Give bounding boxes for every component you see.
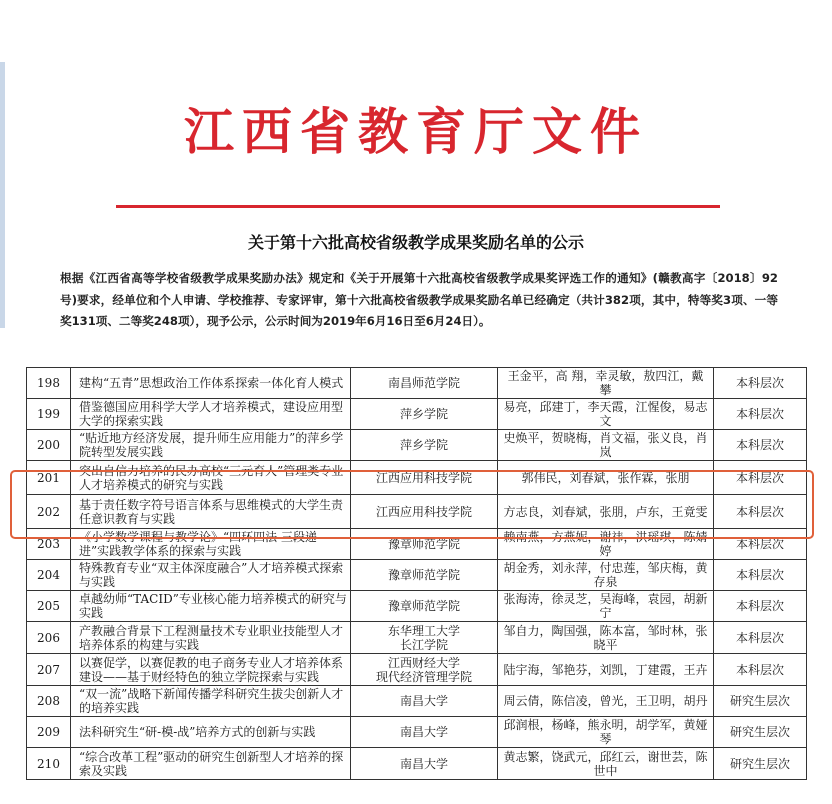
team-members: 胡金秀，刘永萍，付忠莲，邹庆梅，黄存泉: [498, 560, 714, 591]
red-divider: [116, 205, 720, 208]
school-name: 南昌大学: [351, 748, 498, 780]
team-members: 陆宇海，邹艳芬，刘凯，丁建霞，王卉: [498, 654, 714, 686]
level-label: 本科层次: [714, 461, 807, 495]
school-name: 江西应用科技学院: [351, 461, 498, 495]
school-name: 南昌大学: [351, 717, 498, 748]
table-row: [27, 430, 807, 461]
project-name: 以赛促学，以赛促教的电子商务专业人才培养体系建设——基于财经特色的独立学院探索与实践: [71, 654, 351, 686]
level-label: 本科层次: [714, 399, 807, 430]
school-name: 南昌师范学院: [351, 368, 498, 399]
team-members: 邱润根，杨峰，熊永明，胡学军，黄娅琴: [498, 717, 714, 748]
table-row: [27, 654, 807, 686]
table-row: [27, 461, 807, 495]
row-number: 205: [27, 591, 71, 622]
project-name: 建构“五青”思想政治工作体系探索一体化育人模式: [71, 368, 351, 399]
table-row: [27, 686, 807, 717]
row-number: 200: [27, 430, 71, 461]
level-label: 本科层次: [714, 368, 807, 399]
team-members: 方志良，刘春斌，张朋，卢东，王竟雯: [498, 495, 714, 529]
table-row: [27, 748, 807, 780]
row-number: 199: [27, 399, 71, 430]
row-number: 204: [27, 560, 71, 591]
project-name: “综合改革工程”驱动的研究生创新型人才培养的探索及实践: [71, 748, 351, 780]
school-name: 豫章师范学院: [351, 591, 498, 622]
project-name: 卓越幼师“TACID”专业核心能力培养模式的研究与实践: [71, 591, 351, 622]
school-name: 江西应用科技学院: [351, 495, 498, 529]
team-members: 邹自力，陶国强，陈本富，邹时林，张晓平: [498, 622, 714, 654]
document-title: 江西省教育厅文件: [184, 102, 648, 161]
team-members: 黄志繁，饶武元，邱红云，谢世芸，陈世中: [498, 748, 714, 780]
table-row: [27, 399, 807, 430]
team-members: 周云倩，陈信凌，曾光，王卫明，胡丹: [498, 686, 714, 717]
level-label: 本科层次: [714, 591, 807, 622]
level-label: 研究生层次: [714, 748, 807, 780]
table-row: [27, 529, 807, 560]
project-name: “双一流”战略下新闻传播学科研究生拔尖创新人才的培养实践: [71, 686, 351, 717]
project-name: 产教融合背景下工程测量技术专业职业技能型人才培养体系的构建与实践: [71, 622, 351, 654]
project-name: 基于责任数字符号语言体系与思维模式的大学生责任意识教育与实践: [71, 495, 351, 529]
project-name: “贴近地方经济发展，提升师生应用能力”的萍乡学院转型发展实践: [71, 430, 351, 461]
row-number: 210: [27, 748, 71, 780]
team-members: 王金平，高 翔，幸灵敏，敖四江，戴 攀: [498, 368, 714, 399]
project-name: 《小学数学课程与教学论》“四环四法 三段递进”实践教学体系的探索与实践: [71, 529, 351, 560]
row-number: 201: [27, 461, 71, 495]
team-members: 赖南燕，方燕妮，谢祎，洪瑶琪，陈婧婷: [498, 529, 714, 560]
notice-body: 根据《江西省高等学校省级教学成果奖励办法》规定和《关于开展第十六批高校省级教学成果奖评选工作的通知》(赣教高字〔2018〕92号)要求，经单位和个人申请、学校推荐、专家评审，第十六批高校省级教学成果奖励名单已经确定（共计382项，其中，特等奖3项、一等奖131项、二等奖248项），现予公示，公示时间为2019年6月16日至6月24日）。: [60, 271, 778, 328]
school-name: 江西财经大学 现代经济管理学院: [351, 654, 498, 686]
row-number: 202: [27, 495, 71, 529]
level-label: 本科层次: [714, 560, 807, 591]
team-members: 史焕平，贺晓梅，肖文福，张义良，肖岚: [498, 430, 714, 461]
table-row: [27, 560, 807, 591]
row-number: 207: [27, 654, 71, 686]
school-name: 东华理工大学 长江学院: [351, 622, 498, 654]
project-name: 突出自信力培养的民办高校“三元育人”管理类专业人才培养模式的研究与实践: [71, 461, 351, 495]
row-number: 198: [27, 368, 71, 399]
table-row: [27, 591, 807, 622]
level-label: 本科层次: [714, 622, 807, 654]
level-label: 研究生层次: [714, 717, 807, 748]
award-table: [26, 367, 807, 780]
school-name: 萍乡学院: [351, 399, 498, 430]
project-name: 法科研究生“研-模-战”培养方式的创新与实践: [71, 717, 351, 748]
school-name: 豫章师范学院: [351, 560, 498, 591]
team-members: 郭伟民，刘春斌，张作霖，张朋: [498, 461, 714, 495]
notice-title: 关于第十六批高校省级教学成果奖励名单的公示: [247, 233, 584, 252]
level-label: 本科层次: [714, 654, 807, 686]
team-members: 易亮，邱建丁，李天霞，江惺俊，易志文: [498, 399, 714, 430]
school-name: 萍乡学院: [351, 430, 498, 461]
level-label: 本科层次: [714, 495, 807, 529]
school-name: 豫章师范学院: [351, 529, 498, 560]
table-row: [27, 495, 807, 529]
level-label: 本科层次: [714, 529, 807, 560]
level-label: 研究生层次: [714, 686, 807, 717]
school-name: 南昌大学: [351, 686, 498, 717]
table-row: [27, 717, 807, 748]
level-label: 本科层次: [714, 430, 807, 461]
table-row: [27, 622, 807, 654]
row-number: 206: [27, 622, 71, 654]
table-row: [27, 368, 807, 399]
row-number: 208: [27, 686, 71, 717]
row-number: 209: [27, 717, 71, 748]
team-members: 张海涛，徐灵芝，吴海峰，袁园，胡新宁: [498, 591, 714, 622]
row-number: 203: [27, 529, 71, 560]
project-name: 特殊教育专业“双主体深度融合”人才培养模式探索与实践: [71, 560, 351, 591]
project-name: 借鉴德国应用科学大学人才培养模式，建设应用型大学的探索实践: [71, 399, 351, 430]
